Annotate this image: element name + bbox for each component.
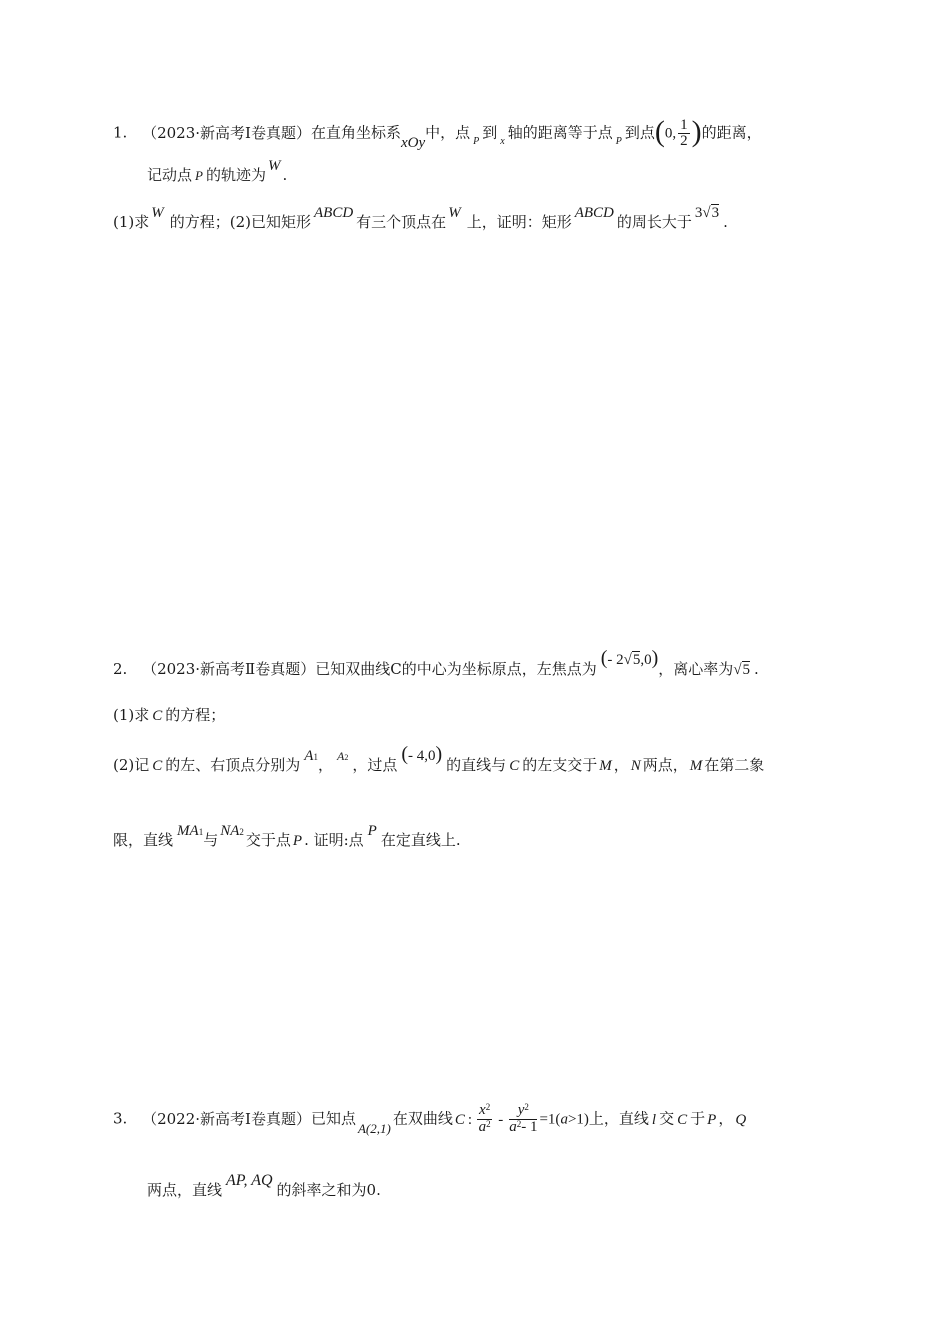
q1-bound: 3√3 [694, 205, 720, 221]
q2-A2: A2 [336, 749, 349, 763]
q2-focus: (- 2√5,0) [600, 647, 659, 669]
q2-C: C [152, 708, 163, 724]
q1-line1: 1. （2023·新高考Ⅰ卷真题）在直角坐标系xOy中，点 $_P$ 到 $_x$ 轴的距离等于点 $_P$ 到点(0, $\frac{1}{2}$ )的距离， [113, 114, 762, 151]
q3-number: 3. [113, 1109, 128, 1128]
q1-ABCD2: ABCD [574, 205, 614, 221]
q3-AP-AQ: AP, AQ [226, 1172, 273, 1189]
q3-line1: 3. （2022·新高考Ⅰ卷真题）已知点A(2,1)在双曲线 C : $\frac{x^2}{a^2}$ - $\frac{y^2}{a^2- 1}$ =1(a>1)上，直线 l 交 C 于 P ， Q [113, 1102, 747, 1136]
q2-number: 2. [113, 660, 128, 678]
q1-xOy: xOy [400, 134, 426, 151]
q1-fraction: $\frac{1}{2}$ [680, 117, 688, 149]
q3-frac-x: $\frac{x^2}{a^2}$ [478, 1102, 491, 1135]
q1-P2: P [615, 135, 622, 147]
q1-source: （2023·新高考Ⅰ卷真题） [142, 123, 311, 142]
q2-source: （2023·新高考Ⅱ卷真题） [142, 660, 316, 678]
q3-line2: 两点，直线AP, AQ的斜率之和为0. [147, 1172, 381, 1199]
q1-point-x: 0, [664, 125, 677, 142]
q2-MA1: MA1 [177, 823, 204, 839]
q1-P3: P [195, 168, 203, 183]
q2-line4: 限，直线 MA1与 NA2 交于点 P . 证明:点 P 在定直线上. [113, 823, 461, 849]
q1-number: 1. [113, 123, 128, 142]
q1-x: x [500, 135, 505, 147]
q1-ABCD: ABCD [314, 205, 354, 221]
q3-frac-y: $\frac{y^2}{a^2- 1}$ [509, 1102, 538, 1135]
q2-line3: (2)记 C 的左、右顶点分别为 A1， $^{A2}$ ，过点 (- 4,0) 的直线与 C 的左支交于 M ， N 两点， M 在第二象 [113, 743, 765, 774]
q2-line1: 2. （2023·新高考Ⅱ卷真题）已知双曲线C的中心为坐标原点，左焦点为 (- 2√5,0)，离心率为√5 . [113, 647, 759, 678]
q2-line2: (1)求 C 的方程； [113, 706, 226, 724]
q1-line3: (1)求 W 的方程；(2)已知矩形 ABCD 有三个顶点在 W 上，证明：矩形 ABCD 的周长大于 3√3 . [113, 205, 728, 231]
q2-point: (- 4,0) [401, 743, 443, 765]
q1-W: W [267, 158, 281, 174]
q1-W2: W [151, 205, 164, 221]
q2-NA2: NA2 [220, 823, 244, 839]
q2-eccentricity: √5 [733, 662, 751, 678]
q1-P: P [473, 135, 480, 147]
q1-line2: 记动点 P 的轨迹为 W . [147, 158, 288, 184]
q1-W3: W [448, 205, 461, 221]
q3-source: （2022·新高考Ⅰ卷真题） [142, 1109, 311, 1128]
q2-A1: A1 [304, 748, 318, 764]
q3-point-A: A(2,1) [357, 1120, 391, 1136]
